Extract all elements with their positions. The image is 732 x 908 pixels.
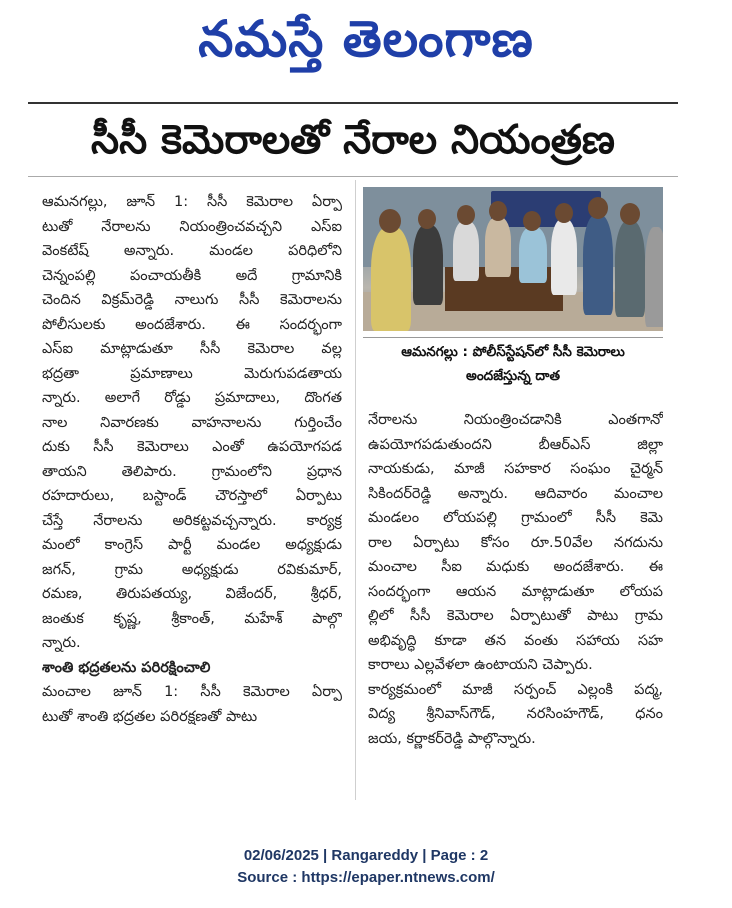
text-line: జంతుక కృష్ణ, శ్రీకాంత్, మహేశ్ పాల్గొ bbox=[42, 610, 342, 627]
text-line: తాయని తెలిపారు. గ్రామంలోని ప్రధాన bbox=[42, 463, 342, 480]
text-line: మంచాల సీఐ మధుకు అందజేశారు. ఈ bbox=[368, 559, 663, 575]
text-line: ఎస్ఐ మాట్లాడుతూ సీసీ కెమెరాల వల్ల bbox=[42, 341, 342, 357]
text-line: రహదారులు, బస్టాండ్ చౌరస్తాలో ఏర్పాటు bbox=[42, 488, 342, 504]
text-line: ఆమనగల్లు, జూన్ 1: సీసీ కెమెరాల ఏర్పా bbox=[42, 194, 342, 210]
text-line: టుతో శాంతి భద్రతల పరిరక్షణతో పాటు bbox=[42, 708, 258, 725]
caption-line: అందజేస్తున్న దాత bbox=[466, 368, 560, 384]
text-line: కారాలు ఎల్లవేళలా ఉంటాయని చెప్పారు. bbox=[368, 657, 593, 673]
caption-rule bbox=[363, 337, 663, 338]
left-column bbox=[42, 190, 342, 729]
text-line: రమణ, తిరుపతయ్య, విజేందర్, శ్రీధర్, bbox=[42, 586, 342, 602]
text-line: భద్రతా ప్రమాణాలు మెరుగుపడతాయ bbox=[42, 365, 342, 382]
top-rule bbox=[28, 102, 678, 104]
text-line: దుకు సీసీ కెమెరాలు ఎంతో ఉపయోగపడ bbox=[42, 439, 342, 455]
column-divider bbox=[355, 180, 356, 800]
text-line: సికిందర్‌రెడ్డి అన్నారు. ఆదివారం మంచాల bbox=[368, 485, 663, 502]
subheading: శాంతి భద్రతలను పరిరక్షించాలి bbox=[42, 659, 211, 676]
headline-rule bbox=[28, 176, 678, 177]
text-line: నాయకుడు, మాజీ సహకార సంఘం చైర్మన్ bbox=[368, 461, 663, 477]
headline: సీసీ కెమెరాలతో నేరాల నియంత్రణ bbox=[91, 117, 615, 163]
footer-date-edition: 02/06/2025 | Rangareddy | Page : 2 bbox=[243, 847, 489, 864]
right-column bbox=[368, 408, 663, 751]
text-line: కార్యక్రమంలో మాజీ సర్పంచ్ ఎల్లంకి పద్మ, bbox=[368, 681, 663, 698]
caption-line: ఆమనగల్లు : పోలీస్‌స్టేషన్‌లో సీసీ కెమెరాలు bbox=[401, 344, 625, 360]
text-line: టుతో నేరాలను నియంత్రించవచ్చని ఎస్ఐ bbox=[42, 218, 342, 235]
text-line: చెన్నంపల్లి పంచాయతీకి అదే గ్రామానికి bbox=[42, 267, 342, 284]
cut-off-headline bbox=[40, 818, 660, 828]
text-line: పోలీసులకు అందజేశారు. ఈ సందర్భంగా bbox=[42, 316, 342, 333]
text-line: రాల ఏర్పాటు కోసం రూ.50వేల నగదును bbox=[368, 534, 663, 551]
masthead-title: నమస్తే తెలంగాణ bbox=[198, 10, 534, 68]
text-line: న్నారు. bbox=[42, 635, 81, 651]
footer-source: Source : https://epaper.ntnews.com/ bbox=[237, 869, 495, 886]
text-line: నేరాలను నియంత్రించడానికి ఎంతగానో bbox=[368, 412, 663, 428]
text-line: మంలో కాంగ్రెస్ పార్టీ మండల అధ్యక్షుడు bbox=[42, 537, 342, 553]
text-line: జగన్, గ్రామ అధ్యక్షుడు రవికుమార్, bbox=[42, 561, 342, 578]
text-line: అభివృద్ధి కూడా తన వంతు సహాయ సహ bbox=[368, 632, 663, 649]
text-line: ల్లిలో సీసీ కెమెరాల ఏర్పాటుతో పాటు గ్రామ bbox=[368, 608, 663, 624]
text-line: నాల నివారణకు వాహనాలను గుర్తించేం bbox=[42, 414, 342, 431]
masthead bbox=[0, 4, 732, 74]
text-line: మండలం లోయపల్లి గ్రామంలో సీసీ కెమె bbox=[368, 510, 663, 526]
text-line: ఉపయోగపడుతుందని బీఆర్ఎస్ జిల్లా bbox=[368, 436, 663, 453]
news-photo bbox=[363, 187, 663, 331]
text-line: చేస్తే నేరాలను అరికట్టవచ్చన్నారు. కార్యక్ర bbox=[42, 512, 342, 529]
text-line: జయ, కర్ణాకర్‌రెడ్డి పాల్గొన్నారు. bbox=[368, 730, 536, 747]
text-line: సందర్భంగా ఆయన మాట్లాడుతూ లోయప bbox=[368, 583, 663, 600]
text-line: వెంకటేష్ అన్నారు. మండల పరిధిలోని bbox=[42, 243, 342, 259]
text-line: విద్య శ్రీనివాస్‌గౌడ్, నరసింహగౌడ్, ధనం bbox=[368, 706, 663, 722]
text-line: చెందిన విక్రమ్‌రెడ్డి నాలుగు సీసీ కెమెరాలను bbox=[42, 292, 342, 308]
photo-caption bbox=[363, 340, 663, 388]
text-line: న్నారు. అలాగే రోడ్డు ప్రమాదాలు, దొంగత bbox=[42, 390, 342, 406]
text-line: మంచాల జూన్ 1: సీసీ కెమెరాల ఏర్పా bbox=[42, 684, 342, 700]
